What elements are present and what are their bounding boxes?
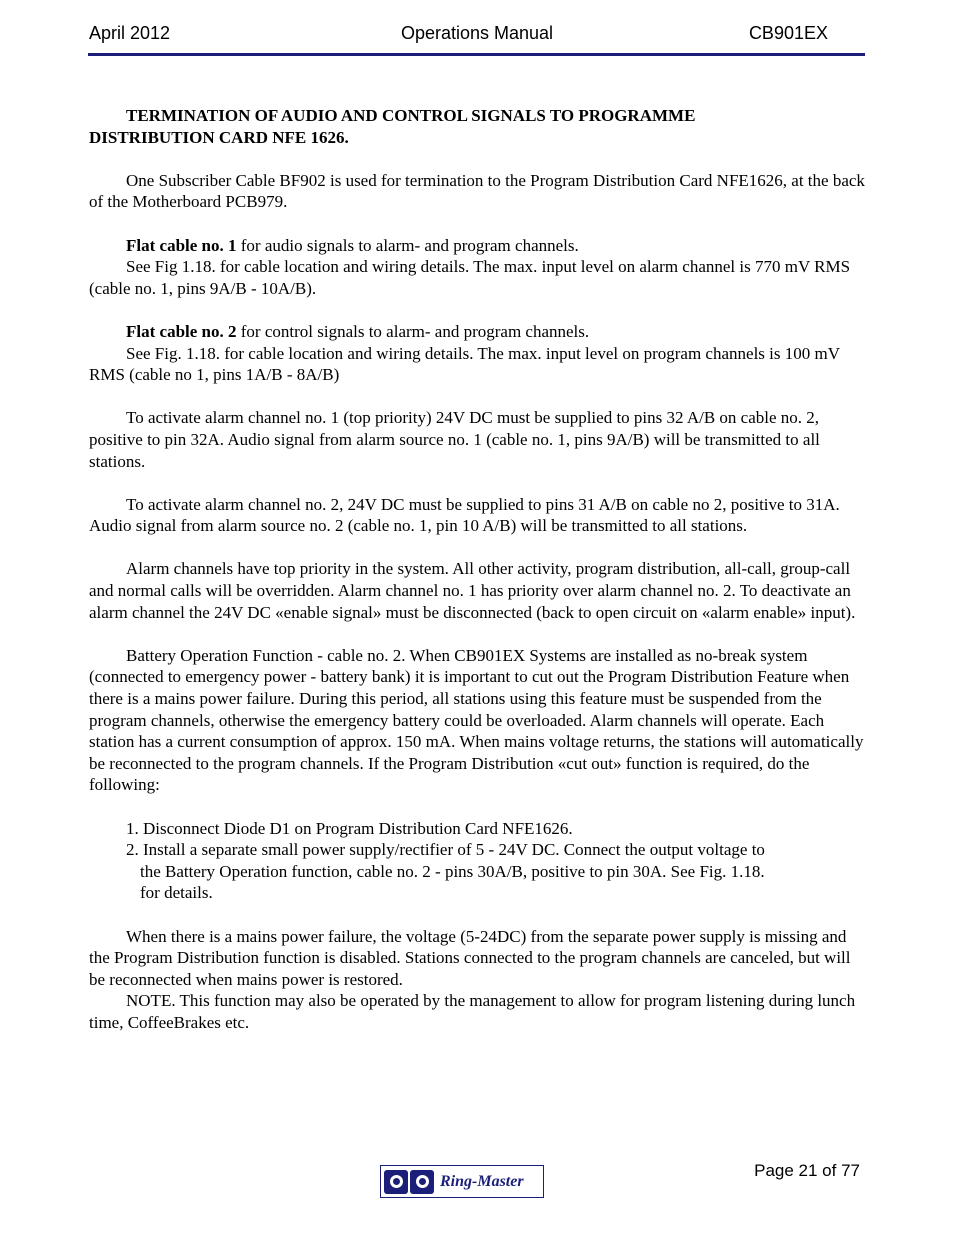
cable2-label: Flat cable no. 2 — [126, 321, 237, 341]
failure-paragraph: When there is a mains power failure, the voltage (5-24DC) from the separate power supply is missing and the Program Distribution function is disabled. Stations connected to the program channels are canceled, but will be reconnected when mains power is restored. — [89, 926, 851, 989]
list-item: 1. Disconnect Diode D1 on Program Distribution Card NFE1626. — [126, 818, 573, 838]
cable1-paragraph — [89, 235, 867, 257]
priority-paragraph: Alarm channels have top priority in the system. All other activity, program distribution, all-call, group-call and normal calls will be overridden. Alarm channel no. 1 has priority over alarm channel no. 2. To deactivate an alarm channel the 24V DC «enable signal» must be disconnected (back to open circuit on «alarm enable» input). — [89, 559, 856, 622]
list-item: 2. Install a separate small power supply/rectifier of 5 - 24V DC. Connect the output voltage to the Battery Operation function, cable no. 2 - pins 30A/B, positive to pin 30A. See Fig. 1.18. for details. — [126, 840, 765, 903]
cable2-paragraph — [89, 321, 867, 343]
note-paragraph: NOTE. This function may also be operated by the management to allow for program listening during lunch time, CoffeeBrakes etc. — [89, 991, 856, 1032]
ring-master-oo-icon — [384, 1170, 434, 1194]
cable1-detail: See Fig 1.18. for cable location and wiring details. The max. input level on alarm channel is 770 mV RMS (cable no. 1, pins 9A/B - 10A/B). — [89, 257, 851, 298]
header-date: April 2012 — [89, 23, 171, 43]
alarm1-paragraph: To activate alarm channel no. 1 (top priority) 24V DC must be supplied to pins 32 A/B on cable no. 2, positive to pin 32A. Audio signal from alarm source no. 1 (cable no. 1, pins 9A/B) will be transmitted to all stations. — [89, 408, 820, 471]
section-title-line2: DISTRIBUTION CARD NFE 1626. — [89, 127, 349, 147]
cable1-label: Flat cable no. 1 — [126, 235, 237, 255]
ring-master-logo — [380, 1165, 544, 1198]
page-number: Page 21 of 77 — [754, 1161, 860, 1180]
steps-list — [89, 818, 867, 904]
section-title — [89, 105, 867, 127]
intro-paragraph: One Subscriber Cable BF902 is used for termination to the Program Distribution Card NFE1626, at the back of the Motherboard PCB979. — [89, 170, 865, 212]
logo-ring-icon — [384, 1170, 408, 1194]
header-rule — [88, 53, 865, 56]
section-title-2 — [89, 127, 867, 149]
logo-text: Ring-Master — [440, 1172, 524, 1190]
alarm2-paragraph: To activate alarm channel no. 2, 24V DC must be supplied to pins 31 A/B on cable no 2, positive to 31A. Audio signal from alarm source no. 2 (cable no. 1, pin 10 A/B) will be transmitted to all stations. — [89, 494, 840, 536]
document-body — [89, 105, 867, 1034]
header-model: CB901EX — [748, 23, 828, 43]
cable2-detail: See Fig. 1.18. for cable location and wiring details. The max. input level on program channels is 100 mV RMS (cable no 1, pins 1A/B - 8A/B) — [89, 343, 840, 385]
header-title: Operations Manual — [400, 23, 554, 43]
section-title-line1: TERMINATION OF AUDIO AND CONTROL SIGNALS TO PROGRAMME — [126, 106, 696, 125]
logo-ring-icon — [410, 1170, 434, 1194]
cable2-text: for control signals to alarm- and program channels. — [236, 321, 590, 341]
battery-paragraph: Battery Operation Function - cable no. 2. When CB901EX Systems are installed as no-break system (connected to emergency power - battery bank) it is important to cut out the Program Distribution Feature when there is a mains power failure. During this period, all stations using this feature must be suspended from the program channels, otherwise the emergency battery could be overloaded. Alarm channels will operate. Each station has a current consumption of approx. 150 mA. When mains voltage returns, the stations will automatically be reconnected to the program channels. If the Program Distribution «cut out» function is required, do the following: — [89, 645, 864, 795]
cable1-text: for audio signals to alarm- and program channels. — [236, 235, 579, 255]
